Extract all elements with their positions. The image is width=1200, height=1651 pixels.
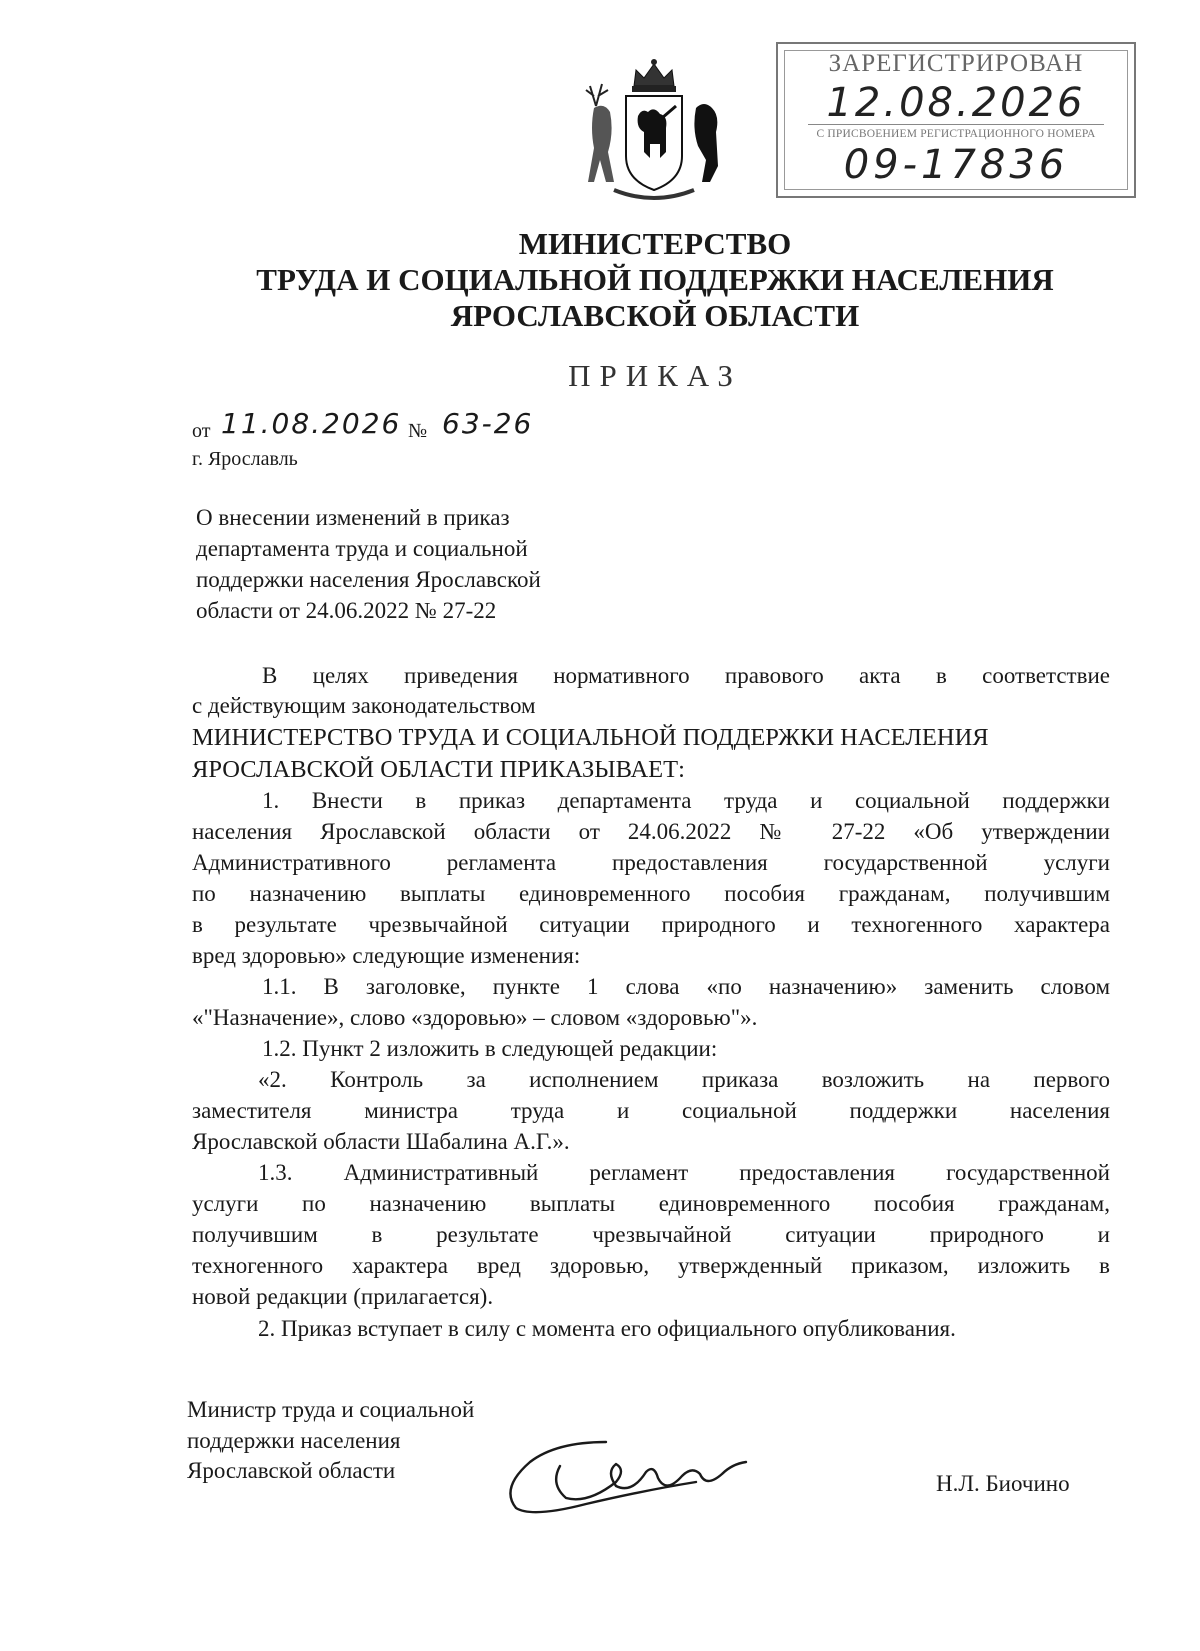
order-date: 11.08.2026: [221, 407, 402, 440]
stamp-date: 12.08.2026: [826, 80, 1086, 126]
body-line: по назначению выплаты единовременного пособия гражданам, получившим: [192, 881, 1110, 906]
stamp-title: ЗАРЕГИСТРИРОВАН: [828, 50, 1084, 77]
body-line: 2. Приказ вступает в силу с момента его официального опубликования.: [258, 1316, 956, 1341]
subject-line: области от 24.06.2022 № 27-22: [196, 598, 497, 623]
body-line: В целях приведения нормативного правового акта в соответствие: [262, 663, 1110, 688]
body-line: 1. Внести в приказ департамента труда и социальной поддержки: [262, 788, 1110, 813]
ministry-name-line-3: ЯРОСЛАВСКОЙ ОБЛАСТИ: [450, 298, 860, 333]
body-line: МИНИСТЕРСТВО ТРУДА И СОЦИАЛЬНОЙ ПОДДЕРЖКИ НАСЕЛЕНИЯ: [192, 724, 989, 751]
order-number: 63-26: [442, 407, 534, 440]
body-line: «"Назначение», слово «здоровью» – словом «здоровью"».: [192, 1005, 758, 1030]
body-line: заместителя министра труда и социальной поддержки населения: [192, 1098, 1110, 1123]
body-line: вред здоровью» следующие изменения:: [192, 943, 581, 968]
signatory-title-line: Ярославской области: [187, 1458, 396, 1483]
body-line: 1.1. В заголовке, пункте 1 слова «по назначению» заменить словом: [262, 974, 1110, 999]
ministry-name-line-1: МИНИСТЕРСТВО: [518, 226, 792, 261]
body-line: с действующим законодательством: [192, 693, 536, 718]
body-line: 1.3. Административный регламент предоставления государственной: [258, 1160, 1110, 1185]
body-line: Ярославской области Шабалина А.Г.».: [192, 1129, 570, 1154]
order-city: г. Ярославль: [192, 448, 298, 470]
body-line: Административного регламента предоставления государственной услуги: [192, 850, 1110, 875]
coat-of-arms-icon: [584, 56, 724, 206]
signatory-title-line: Министр труда и социальной: [187, 1397, 475, 1422]
stamp-subtitle: С ПРИСВОЕНИЕМ РЕГИСТРАЦИОННОГО НОМЕРА: [816, 128, 1096, 140]
body-line: новой редакции (прилагается).: [192, 1284, 494, 1309]
body-line: ЯРОСЛАВСКОЙ ОБЛАСТИ ПРИКАЗЫВАЕТ:: [192, 756, 685, 783]
body-line: услуги по назначению выплаты единовременного пособия гражданам,: [192, 1191, 1110, 1216]
body-line: получившим в результате чрезвычайной ситуации природного и: [192, 1222, 1110, 1247]
ministry-name-line-2: ТРУДА И СОЦИАЛЬНОЙ ПОДДЕРЖКИ НАСЕЛЕНИЯ: [256, 262, 1054, 297]
subject-line: департамента труда и социальной: [196, 536, 528, 561]
stamp-divider: [808, 124, 1104, 125]
stamp-number: 09-17836: [843, 142, 1069, 188]
order-number-label: №: [408, 420, 428, 442]
body-line: населения Ярославской области от 24.06.2022 № 27-22 «Об утверждении: [192, 819, 1110, 844]
body-line: техногенного характера вред здоровью, утвержденный приказом, изложить в: [192, 1253, 1110, 1278]
registration-stamp: [776, 42, 1136, 198]
handwritten-signature: [496, 1412, 776, 1522]
signatory-title-line: поддержки населения: [187, 1428, 401, 1453]
subject-line: поддержки населения Ярославской: [196, 567, 541, 592]
signatory-name: Н.Л. Биочино: [936, 1471, 1070, 1496]
body-line: 1.2. Пункт 2 изложить в следующей редакции:: [262, 1036, 718, 1061]
body-line: «2. Контроль за исполнением приказа возложить на первого: [258, 1067, 1110, 1092]
body-line: в результате чрезвычайной ситуации природного и техногенного характера: [192, 912, 1110, 937]
document-type: ПРИКАЗ: [568, 358, 742, 393]
subject-line: О внесении изменений в приказ: [196, 505, 510, 530]
order-from-label: от: [192, 420, 211, 442]
